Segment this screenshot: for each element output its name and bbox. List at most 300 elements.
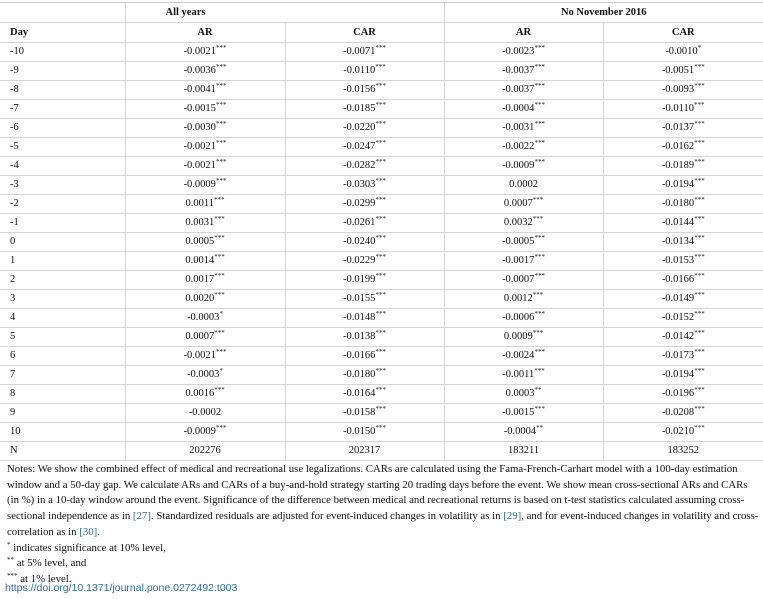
cell-value: -0.0021 [183, 160, 216, 171]
cell-value: -0.0220 [343, 122, 376, 133]
cell-value: -0.0152 [661, 312, 695, 323]
cell-value: 0.0016 [185, 388, 215, 399]
table-row [0, 195, 763, 214]
cell-day: -10 [0, 43, 125, 62]
cell-value: -0.0022 [502, 141, 535, 152]
significance-mark: * [697, 44, 702, 52]
significance-mark: *** [534, 310, 545, 318]
cell-car-nonov [603, 423, 763, 442]
cell-ar-all [125, 252, 285, 271]
significance-mark: * [219, 310, 223, 318]
cell-value: -0.0210 [661, 426, 695, 437]
cell-value: -0.0017 [502, 255, 535, 266]
cell-ar-nonov [444, 157, 603, 176]
cell-value: -0.0162 [661, 141, 695, 152]
cell-car-nonov [603, 138, 763, 157]
significance-mark: *** [375, 253, 386, 261]
cell-day: 9 [0, 404, 125, 423]
cell-value: 0.0007 [185, 331, 215, 342]
significance-mark: *** [375, 310, 386, 318]
cell-ar-all [125, 100, 285, 119]
cell-day: 7 [0, 366, 125, 385]
cell-value: -0.0003 [187, 369, 220, 380]
cell-ar-nonov [444, 271, 603, 290]
significance-mark: *** [375, 348, 386, 356]
significance-mark: *** [694, 348, 705, 356]
column-header-day: Day [0, 23, 125, 43]
cell-car-nonov [603, 195, 763, 214]
cell-ar-all [125, 366, 285, 385]
cell-value: 0.0012 [503, 293, 533, 304]
cell-car-nonov [603, 252, 763, 271]
notes-text-1: Notes: We show the combined effect of medical and recreational use legalizations. CARs are calculated using the Fama-French-Carhart model with a 100-day estimation window and a 50-day gap. We calculate ARs and CARs of a buy-and-hold strategy starting 20 trading days before the event. We show mean cross-sectional ARs and CARs (in %) in a 10-day window around the event. Significance of the difference between medical and recreational returns is based on t-test statistics calculated assuming cross-sectional independence as in [7, 463, 748, 523]
table-row [0, 271, 763, 290]
cell-value: -0.0093 [661, 84, 695, 95]
cell-value: -0.0208 [661, 407, 695, 418]
cell-ar-nonov [444, 233, 603, 252]
cell-value: -0.0303 [343, 179, 376, 190]
cell-car-nonov [603, 157, 763, 176]
cell-value: -0.0137 [661, 122, 695, 133]
significance-mark: *** [694, 215, 705, 223]
cell-day: -8 [0, 81, 125, 100]
significance-mark: *** [534, 253, 545, 261]
column-header-ar-nonov: AR [444, 23, 603, 43]
cell-day: 2 [0, 271, 125, 290]
significance-mark: *** [215, 63, 227, 71]
cell-value: -0.0247 [343, 141, 376, 152]
cell-value: -0.0149 [661, 293, 695, 304]
significance-mark: *** [694, 253, 705, 261]
cell-n-ar2: 183211 [444, 442, 603, 461]
cell-ar-nonov [444, 309, 603, 328]
footnote-mark: ** [7, 556, 14, 565]
cell-value: -0.0011 [502, 369, 535, 380]
cell-day: 1 [0, 252, 125, 271]
group-header-row [0, 3, 763, 23]
cell-day: -3 [0, 176, 125, 195]
significance-mark: *** [214, 291, 225, 299]
cell-day: 6 [0, 347, 125, 366]
significance-mark: *** [694, 177, 705, 185]
significance-mark: *** [694, 367, 705, 375]
cell-ar-all [125, 195, 285, 214]
significance-mark: *** [214, 215, 225, 223]
cell-ar-all [125, 43, 285, 62]
cell-car-nonov [603, 328, 763, 347]
significance-mark: *** [375, 215, 386, 223]
significance-mark: *** [532, 196, 544, 204]
cell-value: -0.0009 [183, 179, 216, 190]
notes-text-3: , and for event-induced changes in volatility and cross-correlation as in [7, 510, 759, 538]
cell-value: -0.0071 [343, 46, 376, 57]
cell-day: 5 [0, 328, 125, 347]
cell-car-nonov [603, 366, 763, 385]
significance-mark: *** [534, 405, 545, 413]
significance-mark: *** [375, 101, 386, 109]
significance-mark: *** [532, 329, 544, 337]
table-row [0, 328, 763, 347]
significance-mark: *** [694, 82, 705, 90]
column-header-car-nonov: CAR [603, 23, 763, 43]
cell-value: 0.0007 [503, 198, 533, 209]
cell-day: -4 [0, 157, 125, 176]
footnote-mark: *** [7, 571, 18, 580]
significance-mark: *** [694, 405, 705, 413]
cell-value: -0.0261 [343, 217, 376, 228]
cell-car-all [285, 404, 444, 423]
cell-value: -0.0015 [502, 407, 535, 418]
cell-value: 0.0002 [509, 179, 538, 190]
cell-ar-nonov [444, 404, 603, 423]
cell-car-nonov [603, 385, 763, 404]
cell-value: -0.0240 [343, 236, 376, 247]
cell-ar-nonov [444, 100, 603, 119]
significance-mark: *** [214, 253, 225, 261]
cell-value: -0.0006 [502, 312, 535, 323]
cell-value: -0.0142 [661, 331, 695, 342]
cell-value: -0.0041 [183, 84, 216, 95]
notes-text-2: . Standardized residuals are adjusted for event-induced changes in volatility as in [150, 510, 504, 523]
cell-ar-nonov [444, 176, 603, 195]
table-row [0, 157, 763, 176]
cell-car-all [285, 138, 444, 157]
cell-car-all [285, 62, 444, 81]
cell-car-all [285, 423, 444, 442]
cell-value: -0.0110 [662, 103, 694, 114]
cell-value: -0.0021 [183, 141, 216, 152]
cell-value: 0.0014 [185, 255, 215, 266]
significance-mark: *** [532, 215, 544, 223]
significance-mark: *** [214, 196, 225, 204]
cell-ar-all [125, 157, 285, 176]
table-row [0, 119, 763, 138]
cell-value: 0.0017 [185, 274, 215, 285]
significance-mark: *** [694, 272, 705, 280]
significance-mark: ** [536, 424, 544, 432]
cell-value: -0.0010 [665, 46, 698, 57]
cell-value: -0.0150 [343, 426, 376, 437]
column-header-car-all: CAR [285, 23, 444, 43]
cell-day: -2 [0, 195, 125, 214]
table-row [0, 423, 763, 442]
cell-car-nonov [603, 233, 763, 252]
cell-value: 0.0020 [185, 293, 215, 304]
cell-day: -9 [0, 62, 125, 81]
cell-value: -0.0021 [183, 350, 216, 361]
table-row-n [0, 442, 763, 461]
cell-value: -0.0021 [183, 46, 216, 57]
cell-ar-all [125, 271, 285, 290]
table-row [0, 138, 763, 157]
cell-ar-all [125, 214, 285, 233]
cell-day: 4 [0, 309, 125, 328]
cell-value: -0.0009 [502, 160, 535, 171]
cell-ar-nonov [444, 423, 603, 442]
significance-mark: *** [534, 120, 545, 128]
cell-day: N [0, 442, 125, 461]
cell-car-nonov [603, 176, 763, 195]
significance-mark: *** [375, 272, 386, 280]
cell-value: -0.0196 [661, 388, 695, 399]
significance-mark: *** [215, 177, 227, 185]
cell-ar-nonov [444, 385, 603, 404]
cell-car-all [285, 157, 444, 176]
cell-value: -0.0180 [661, 198, 695, 209]
cell-car-all [285, 233, 444, 252]
cell-ar-nonov [444, 43, 603, 62]
footnote-text: indicates significance at 10% level, [10, 541, 166, 554]
cell-car-nonov [603, 214, 763, 233]
cell-ar-nonov [444, 62, 603, 81]
cell-value: -0.0036 [183, 65, 216, 76]
significance-mark: *** [215, 101, 227, 109]
cell-ar-nonov [444, 252, 603, 271]
table-row [0, 366, 763, 385]
cell-value: -0.0031 [502, 122, 535, 133]
cell-car-nonov [603, 404, 763, 423]
significance-mark: *** [375, 120, 386, 128]
significance-mark: *** [375, 405, 386, 413]
cell-value: -0.0110 [343, 65, 376, 76]
cell-car-nonov [603, 81, 763, 100]
significance-mark: *** [694, 386, 705, 394]
significance-mark: *** [375, 139, 386, 147]
cell-day: -5 [0, 138, 125, 157]
cell-value: 0.0003 [505, 388, 535, 399]
cell-value: -0.0166 [343, 350, 376, 361]
significance-mark: *** [375, 386, 386, 394]
cell-value: 0.0031 [185, 217, 215, 228]
citation-link-27[interactable]: [27] [132, 510, 151, 523]
cell-ar-all [125, 309, 285, 328]
cell-value: -0.0037 [502, 84, 535, 95]
cell-car-nonov [603, 290, 763, 309]
cell-value: -0.0030 [183, 122, 216, 133]
footnote-text: at 5% level, and [14, 557, 87, 570]
significance-mark: *** [694, 291, 705, 299]
significance-mark: *** [694, 424, 705, 432]
cell-ar-nonov [444, 328, 603, 347]
cell-value: 0.0009 [503, 331, 533, 342]
significance-mark: *** [534, 158, 545, 166]
cell-n-car2: 183252 [603, 442, 763, 461]
significance-mark: *** [375, 234, 386, 242]
cell-value: -0.0004 [502, 103, 535, 114]
results-table [0, 2, 763, 461]
significance-mark: *** [215, 158, 227, 166]
notes-text-4: . [97, 525, 100, 538]
column-header-row [0, 23, 763, 43]
significance-mark: *** [215, 82, 227, 90]
cell-ar-nonov [444, 119, 603, 138]
table-row [0, 214, 763, 233]
cell-car-all [285, 81, 444, 100]
significance-mark: *** [375, 63, 386, 71]
significance-mark: *** [215, 120, 227, 128]
column-header-ar-all: AR [125, 23, 285, 43]
footnote-5pct [7, 556, 759, 572]
cell-value: -0.0138 [343, 331, 376, 342]
cell-car-all [285, 290, 444, 309]
cell-ar-nonov [444, 214, 603, 233]
table-row [0, 233, 763, 252]
cell-value: -0.0037 [502, 65, 535, 76]
cell-value: -0.0153 [661, 255, 695, 266]
cell-n-car1: 202317 [285, 442, 444, 461]
cell-ar-nonov [444, 347, 603, 366]
cell-value: -0.0173 [661, 350, 695, 361]
cell-value: -0.0051 [661, 65, 695, 76]
table-row [0, 347, 763, 366]
table-row [0, 290, 763, 309]
significance-mark: *** [694, 234, 705, 242]
significance-mark: *** [694, 120, 705, 128]
significance-mark: *** [375, 329, 386, 337]
significance-mark: *** [375, 291, 386, 299]
cell-car-all [285, 252, 444, 271]
cell-car-all [285, 195, 444, 214]
significance-mark: *** [375, 158, 386, 166]
significance-mark: *** [694, 63, 705, 71]
significance-mark: *** [214, 329, 225, 337]
cell-value: -0.0148 [343, 312, 376, 323]
cell-ar-all [125, 404, 285, 423]
cell-value: -0.0007 [502, 274, 535, 285]
significance-mark: *** [375, 82, 386, 90]
significance-mark: *** [534, 348, 545, 356]
table-notes [7, 462, 759, 588]
cell-car-nonov [603, 271, 763, 290]
significance-mark: *** [694, 196, 705, 204]
cell-value: -0.0004 [503, 426, 537, 437]
cell-ar-all [125, 328, 285, 347]
significance-mark: *** [534, 234, 545, 242]
cell-day: -1 [0, 214, 125, 233]
notes-paragraph [7, 462, 759, 541]
cell-value: -0.0158 [343, 407, 376, 418]
cell-car-all [285, 309, 444, 328]
cell-ar-all [125, 62, 285, 81]
significance-mark: *** [375, 196, 386, 204]
cell-car-nonov [603, 43, 763, 62]
cell-car-all [285, 385, 444, 404]
cell-value: -0.0282 [343, 160, 376, 171]
corner-cell [0, 3, 125, 23]
cell-ar-all [125, 290, 285, 309]
significance-mark: *** [534, 82, 545, 90]
cell-value: -0.0005 [502, 236, 535, 247]
cell-value: 0.0032 [503, 217, 533, 228]
table-body [0, 43, 763, 461]
cell-day: 0 [0, 233, 125, 252]
cell-ar-all [125, 138, 285, 157]
significance-mark: *** [534, 272, 545, 280]
cell-ar-nonov [444, 290, 603, 309]
significance-mark: *** [215, 139, 227, 147]
cell-car-all [285, 366, 444, 385]
cell-car-nonov [603, 309, 763, 328]
cell-value: -0.0003 [187, 312, 220, 323]
significance-mark: *** [375, 177, 386, 185]
cell-ar-all [125, 423, 285, 442]
significance-mark: ** [534, 386, 542, 394]
table-row [0, 81, 763, 100]
table-row [0, 252, 763, 271]
cell-car-all [285, 347, 444, 366]
citation-link-30[interactable]: [30] [79, 525, 98, 538]
table-row [0, 309, 763, 328]
significance-mark: *** [375, 44, 386, 52]
table-row [0, 43, 763, 62]
significance-mark: *** [534, 44, 545, 52]
cell-value: -0.0134 [661, 236, 695, 247]
cell-ar-nonov [444, 81, 603, 100]
significance-mark: *** [214, 386, 225, 394]
cell-value: -0.0185 [343, 103, 376, 114]
cell-ar-all [125, 347, 285, 366]
cell-car-all [285, 214, 444, 233]
table-row [0, 385, 763, 404]
significance-mark: *** [215, 348, 227, 356]
cell-ar-nonov [444, 138, 603, 157]
doi-link[interactable]: https://doi.org/10.1371/journal.pone.0272492.t003 [5, 582, 238, 594]
cell-day: 10 [0, 423, 125, 442]
group-header-all-years: All years [125, 3, 444, 23]
footnote-text: at 1% level. [17, 572, 72, 585]
cell-car-all [285, 328, 444, 347]
significance-mark: *** [532, 291, 544, 299]
cell-value: -0.0189 [661, 160, 695, 171]
cell-value: -0.0144 [661, 217, 695, 228]
significance-mark: *** [694, 158, 705, 166]
significance-mark: *** [694, 139, 705, 147]
significance-mark: * [219, 367, 223, 375]
group-header-no-november: No November 2016 [444, 3, 763, 23]
cell-ar-all [125, 119, 285, 138]
significance-mark: *** [534, 367, 545, 375]
citation-link-29[interactable]: [29] [503, 510, 522, 523]
cell-value: -0.0164 [343, 388, 376, 399]
cell-car-nonov [603, 62, 763, 81]
cell-value: -0.0194 [661, 179, 695, 190]
cell-value: -0.0009 [183, 426, 216, 437]
cell-day: 3 [0, 290, 125, 309]
table-row [0, 404, 763, 423]
cell-value: -0.0015 [183, 103, 216, 114]
cell-ar-nonov [444, 366, 603, 385]
cell-value: -0.0155 [343, 293, 376, 304]
cell-value: -0.0024 [502, 350, 535, 361]
cell-value: -0.0023 [502, 46, 535, 57]
significance-mark: *** [534, 139, 545, 147]
significance-mark: *** [214, 272, 225, 280]
significance-mark: *** [215, 424, 227, 432]
cell-value: 0.0011 [185, 198, 214, 209]
table-row [0, 100, 763, 119]
cell-value: -0.0180 [343, 369, 376, 380]
cell-ar-all [125, 176, 285, 195]
significance-mark: *** [694, 310, 705, 318]
cell-value: -0.0299 [343, 198, 376, 209]
cell-day: -6 [0, 119, 125, 138]
significance-mark: *** [375, 424, 386, 432]
significance-mark: *** [215, 44, 227, 52]
cell-value: -0.0194 [661, 369, 695, 380]
significance-mark: *** [534, 101, 545, 109]
significance-mark: *** [694, 329, 705, 337]
cell-value: -0.0229 [343, 255, 376, 266]
